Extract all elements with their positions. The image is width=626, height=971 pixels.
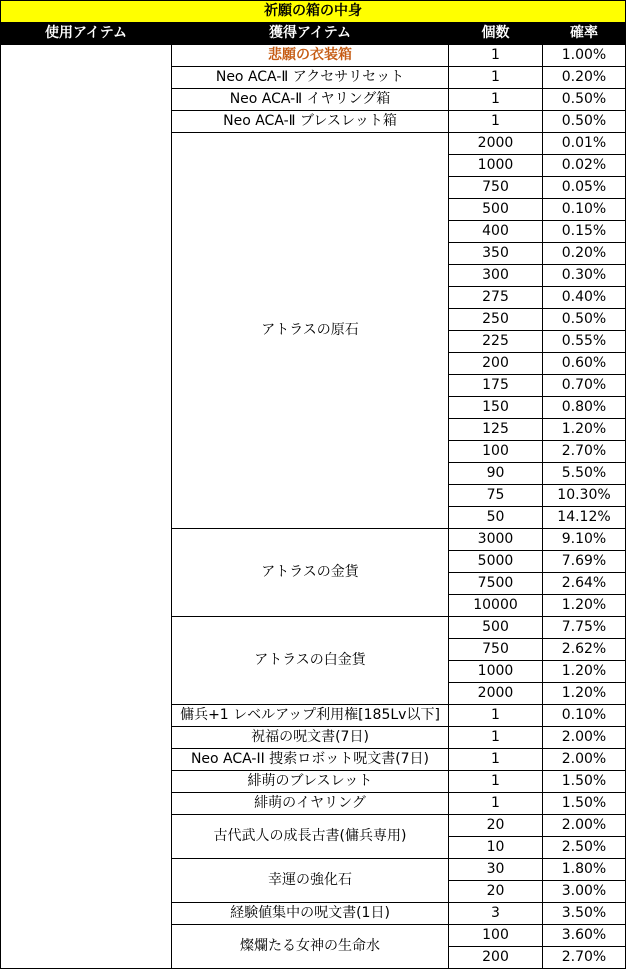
count-cell: 350: [449, 243, 543, 265]
item-name-cell: 幸運の強化石: [172, 859, 449, 903]
count-cell: 1: [449, 727, 543, 749]
count-cell: 1: [449, 705, 543, 727]
item-name-cell: 緋萌のブレスレット: [172, 771, 449, 793]
count-cell: 1000: [449, 661, 543, 683]
count-cell: 400: [449, 221, 543, 243]
item-name-cell: アトラスの金貨: [172, 529, 449, 617]
rate-cell: 1.50%: [543, 793, 626, 815]
rate-cell: 7.75%: [543, 617, 626, 639]
rate-cell: 2.00%: [543, 815, 626, 837]
item-name-cell: 経験値集中の呪文書(1日): [172, 903, 449, 925]
rate-cell: 0.02%: [543, 155, 626, 177]
count-cell: 7500: [449, 573, 543, 595]
item-name-cell: アトラスの白金貨: [172, 617, 449, 705]
count-cell: 3: [449, 903, 543, 925]
item-name-cell: 祝福の呪文書(7日): [172, 727, 449, 749]
rate-cell: 2.70%: [543, 947, 626, 969]
count-cell: 750: [449, 639, 543, 661]
count-cell: 20: [449, 815, 543, 837]
rate-cell: 0.50%: [543, 111, 626, 133]
count-cell: 500: [449, 199, 543, 221]
count-cell: 200: [449, 947, 543, 969]
rate-cell: 2.00%: [543, 727, 626, 749]
rate-cell: 0.30%: [543, 265, 626, 287]
table-row: [1, 45, 626, 67]
item-name-cell: 緋萌のイヤリング: [172, 793, 449, 815]
count-cell: 175: [449, 375, 543, 397]
table-title: 祈願の箱の中身: [1, 1, 626, 23]
count-cell: 90: [449, 463, 543, 485]
count-cell: 2000: [449, 683, 543, 705]
header-rate: 確率: [543, 23, 626, 45]
title-row: [1, 1, 626, 23]
rate-cell: 1.50%: [543, 771, 626, 793]
rate-cell: 0.70%: [543, 375, 626, 397]
rate-cell: 1.20%: [543, 419, 626, 441]
count-cell: 500: [449, 617, 543, 639]
rate-cell: 1.00%: [543, 45, 626, 67]
count-cell: 200: [449, 353, 543, 375]
rate-cell: 0.40%: [543, 287, 626, 309]
count-cell: 10000: [449, 595, 543, 617]
rate-cell: 2.70%: [543, 441, 626, 463]
rate-cell: 2.64%: [543, 573, 626, 595]
item-name-cell: 悲願の衣装箱: [172, 45, 449, 67]
count-cell: 1: [449, 749, 543, 771]
drop-rate-table-body: [1, 1, 626, 969]
count-cell: 1000: [449, 155, 543, 177]
item-name-cell: アトラスの原石: [172, 133, 449, 529]
count-cell: 3000: [449, 529, 543, 551]
rate-cell: 3.60%: [543, 925, 626, 947]
rate-cell: 0.60%: [543, 353, 626, 375]
rate-cell: 0.10%: [543, 199, 626, 221]
count-cell: 1: [449, 89, 543, 111]
use-item-cell: [1, 45, 172, 969]
rate-cell: 1.80%: [543, 859, 626, 881]
rate-cell: 9.10%: [543, 529, 626, 551]
item-name-cell: 古代武人の成長古書(傭兵専用): [172, 815, 449, 859]
rate-cell: 0.15%: [543, 221, 626, 243]
rate-cell: 0.10%: [543, 705, 626, 727]
rate-cell: 0.55%: [543, 331, 626, 353]
count-cell: 1: [449, 771, 543, 793]
header-count: 個数: [449, 23, 543, 45]
rate-cell: 0.50%: [543, 89, 626, 111]
count-cell: 1: [449, 793, 543, 815]
count-cell: 20: [449, 881, 543, 903]
count-cell: 5000: [449, 551, 543, 573]
item-name-cell: Neo ACA-Ⅱ ブレスレット箱: [172, 111, 449, 133]
count-cell: 750: [449, 177, 543, 199]
count-cell: 75: [449, 485, 543, 507]
count-cell: 150: [449, 397, 543, 419]
item-name-cell: Neo ACA-II 捜索ロボット呪文書(7日): [172, 749, 449, 771]
count-cell: 1: [449, 67, 543, 89]
rate-cell: 1.20%: [543, 661, 626, 683]
rate-cell: 0.01%: [543, 133, 626, 155]
count-cell: 1: [449, 45, 543, 67]
rate-cell: 2.00%: [543, 749, 626, 771]
count-cell: 250: [449, 309, 543, 331]
item-name-cell: 傭兵+1 レベルアップ利用権[185Lv以下]: [172, 705, 449, 727]
rate-cell: 1.20%: [543, 595, 626, 617]
count-cell: 100: [449, 925, 543, 947]
rate-cell: 0.20%: [543, 243, 626, 265]
rate-cell: 7.69%: [543, 551, 626, 573]
item-name-cell: 燦爛たる女神の生命水: [172, 925, 449, 969]
rate-cell: 10.30%: [543, 485, 626, 507]
rate-cell: 2.62%: [543, 639, 626, 661]
count-cell: 50: [449, 507, 543, 529]
rate-cell: 2.50%: [543, 837, 626, 859]
rate-cell: 0.05%: [543, 177, 626, 199]
count-cell: 30: [449, 859, 543, 881]
rate-cell: 0.80%: [543, 397, 626, 419]
count-cell: 125: [449, 419, 543, 441]
count-cell: 1: [449, 111, 543, 133]
count-cell: 2000: [449, 133, 543, 155]
item-name-cell: Neo ACA-Ⅱ イヤリング箱: [172, 89, 449, 111]
item-name-cell: Neo ACA-Ⅱ アクセサリセット: [172, 67, 449, 89]
rate-cell: 14.12%: [543, 507, 626, 529]
rate-cell: 5.50%: [543, 463, 626, 485]
rate-cell: 3.00%: [543, 881, 626, 903]
rate-cell: 0.50%: [543, 309, 626, 331]
count-cell: 10: [449, 837, 543, 859]
count-cell: 275: [449, 287, 543, 309]
count-cell: 300: [449, 265, 543, 287]
header-get-item: 獲得アイテム: [172, 23, 449, 45]
header-use-item: 使用アイテム: [1, 23, 172, 45]
count-cell: 225: [449, 331, 543, 353]
header-row: [1, 23, 626, 45]
rate-cell: 1.20%: [543, 683, 626, 705]
count-cell: 100: [449, 441, 543, 463]
rate-cell: 3.50%: [543, 903, 626, 925]
rate-cell: 0.20%: [543, 67, 626, 89]
